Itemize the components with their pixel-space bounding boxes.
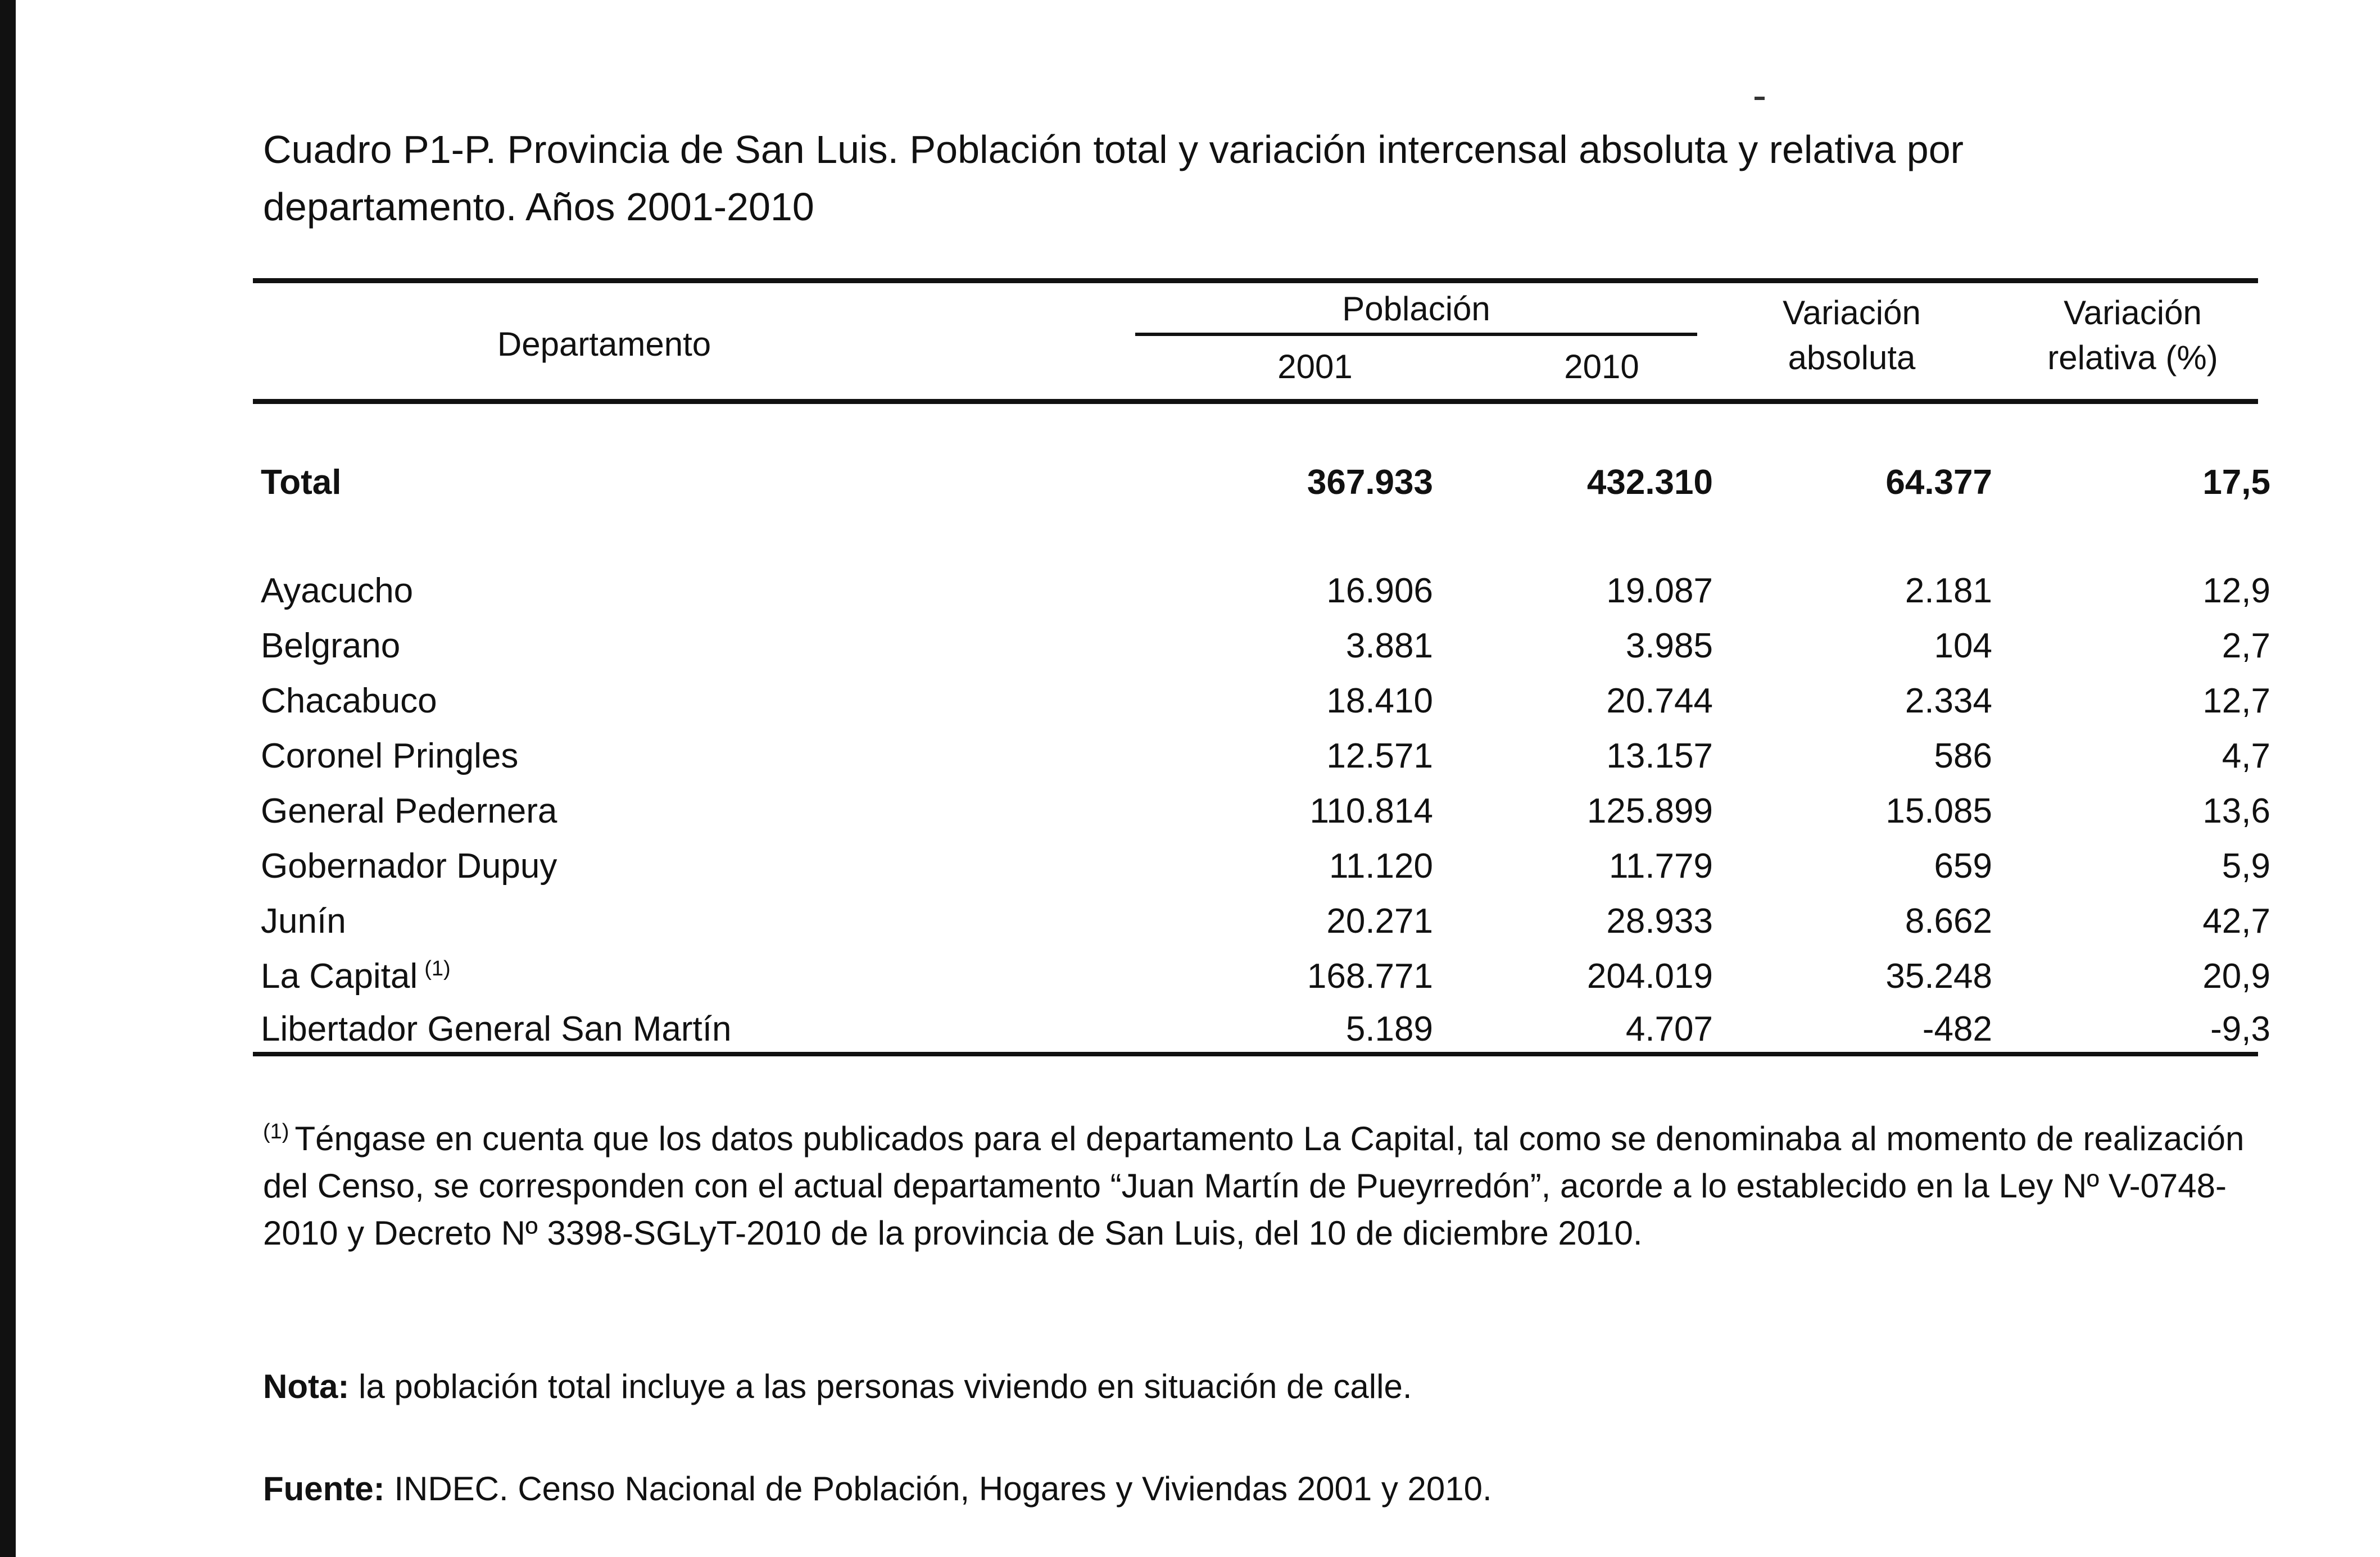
- variacion-absoluta: 8.662: [1905, 902, 1992, 941]
- poblacion-2010: 3.985: [1625, 627, 1713, 665]
- variacion-relativa: 5,9: [2222, 847, 2270, 886]
- poblacion-2010: 11.779: [1608, 847, 1713, 886]
- dept-name: Coronel Pringles: [261, 737, 519, 775]
- dept-name: Libertador General San Martín: [261, 1010, 732, 1048]
- table-row: [253, 729, 2270, 784]
- header-variacion-relativa-1: Variación: [2064, 294, 2202, 332]
- nota: [263, 1364, 1412, 1409]
- poblacion-2001: 110.814: [1309, 792, 1433, 830]
- poblacion-2001: 11.120: [1329, 847, 1433, 886]
- header-2001: 2001: [1277, 348, 1353, 385]
- table-row: [253, 619, 2270, 674]
- table-row: [253, 674, 2270, 729]
- footnote-marker: (1): [263, 1120, 289, 1143]
- dept-name: Chacabuco: [261, 682, 437, 720]
- variacion-absoluta: -482: [1922, 1010, 1992, 1048]
- dept-name: General Pedernera: [261, 792, 557, 830]
- header-variacion-relativa-2: relativa (%): [2047, 339, 2218, 376]
- footnote-text: Téngase en cuenta que los datos publicados para el departamento La Capital, tal como se denominaba al momento de realización del Censo, se corresponden con el actual departamento “Juan Martín de Pueyrredón”, acorde a lo establecido en la Ley Nº V-0748-2010 y Decreto Nº 3398-SGLyT-2010 de la provincia de San Luis, del 10 de diciembre 2010.: [263, 1120, 2245, 1252]
- variacion-relativa: 12,9: [2202, 571, 2270, 610]
- variacion-relativa: 2,7: [2222, 627, 2270, 665]
- table-row: [253, 894, 2270, 949]
- dept-name-text: La Capital: [261, 957, 418, 996]
- nota-text: la población total incluye a las personas viviendo en situación de calle.: [349, 1368, 1412, 1405]
- header-variacion-absoluta-2: absoluta: [1788, 339, 1916, 376]
- table-top-rule: [253, 278, 2258, 283]
- table-title: Cuadro P1-P. Provincia de San Luis. Población total y variación intercensal absoluta y relativa por departamento. Años 2001-2010: [263, 128, 1964, 229]
- variacion-absoluta: 2.334: [1905, 682, 1992, 720]
- poblacion-2010: 28.933: [1606, 902, 1713, 941]
- fuente-label: Fuente:: [263, 1470, 385, 1508]
- poblacion-2010: 13.157: [1606, 737, 1713, 775]
- variacion-absoluta: 15.085: [1885, 792, 1992, 830]
- table-bottom-rule: [253, 1052, 2258, 1056]
- variacion-relativa: 20,9: [2202, 957, 2270, 996]
- dept-name: Gobernador Dupuy: [261, 847, 557, 886]
- table-row: [253, 564, 2270, 619]
- total-variacion-relativa: 17,5: [2202, 463, 2270, 502]
- header-departamento: Departamento: [497, 325, 711, 363]
- poblacion-2001: 5.189: [1345, 1010, 1433, 1048]
- variacion-absoluta: 35.248: [1885, 957, 1992, 996]
- table-row: [253, 1002, 2270, 1057]
- poblacion-2010: 4.707: [1625, 1010, 1713, 1048]
- dept-name: Ayacucho: [261, 571, 414, 610]
- footnote-marker: (1): [424, 957, 451, 981]
- total-2001: 367.933: [1307, 463, 1433, 502]
- scan-border: [0, 0, 16, 1557]
- poblacion-2010: 19.087: [1606, 571, 1713, 610]
- variacion-relativa: -9,3: [2210, 1010, 2270, 1048]
- poblacion-subrule: [1135, 333, 1697, 336]
- poblacion-2001: 168.771: [1307, 957, 1433, 996]
- total-label: Total: [261, 463, 342, 502]
- nota-label: Nota:: [263, 1368, 350, 1405]
- total-row: [253, 455, 2270, 510]
- poblacion-2001: 16.906: [1326, 571, 1433, 610]
- table-row: [253, 784, 2270, 839]
- dept-name: Junín: [261, 902, 346, 941]
- poblacion-2001: 20.271: [1326, 902, 1433, 941]
- variacion-relativa: 4,7: [2222, 737, 2270, 775]
- poblacion-2010: 204.019: [1586, 957, 1713, 996]
- variacion-absoluta: 586: [1934, 737, 1992, 775]
- total-2010: 432.310: [1586, 463, 1713, 502]
- variacion-relativa: 13,6: [2202, 792, 2270, 830]
- poblacion-2010: 20.744: [1606, 682, 1713, 720]
- header-2010: 2010: [1564, 348, 1639, 385]
- poblacion-2001: 18.410: [1326, 682, 1433, 720]
- footnote: [263, 1115, 2264, 1257]
- variacion-relativa: 42,7: [2202, 902, 2270, 941]
- header-variacion-absoluta-1: Variación: [1783, 294, 1921, 332]
- variacion-absoluta: 2.181: [1905, 571, 1992, 610]
- header-poblacion: Población: [1342, 290, 1490, 328]
- table-header-rule: [253, 399, 2258, 404]
- fuente: [263, 1467, 1492, 1511]
- scan-speck: [1755, 97, 1765, 100]
- fuente-text: INDEC. Censo Nacional de Población, Hogares y Viviendas 2001 y 2010.: [384, 1470, 1492, 1508]
- poblacion-2001: 3.881: [1345, 627, 1433, 665]
- table-row: [253, 949, 2270, 1004]
- variacion-absoluta: 104: [1934, 627, 1992, 665]
- poblacion-2010: 125.899: [1586, 792, 1713, 830]
- total-variacion-absoluta: 64.377: [1885, 463, 1992, 502]
- dept-name: [261, 949, 451, 1004]
- poblacion-2001: 12.571: [1326, 737, 1433, 775]
- variacion-absoluta: 659: [1934, 847, 1992, 886]
- table-row: [253, 839, 2270, 894]
- variacion-relativa: 12,7: [2202, 682, 2270, 720]
- dept-name: Belgrano: [261, 627, 401, 665]
